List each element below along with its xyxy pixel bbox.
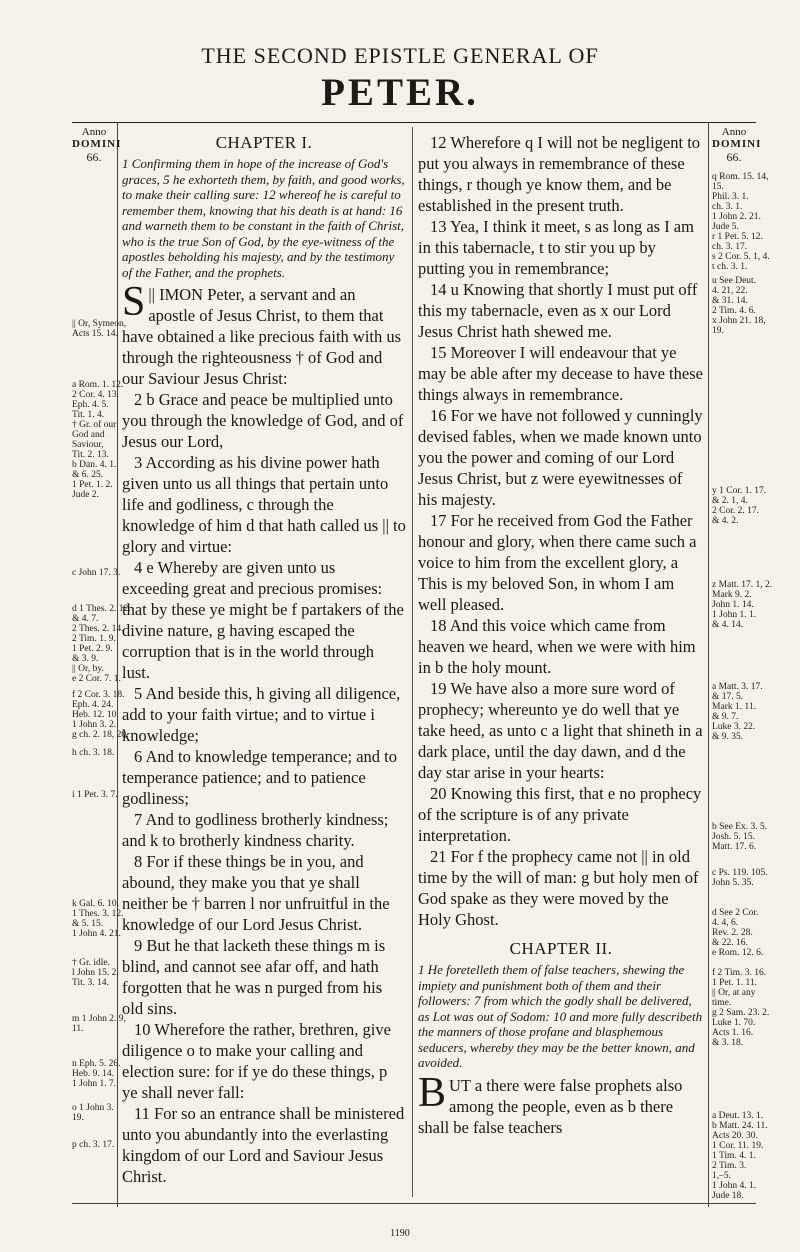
margin-note: i 1 Pet. 3. 7. [72,790,118,800]
anno-label: Anno [81,126,107,138]
verse: 10 Wherefore the rather, brethren, give diligence o to make your calling and election sure: for if ye do these things, p ye shall never fall: [122,1020,391,1102]
margin-note: u See Deut. 4. 21, 22. & 31. 14. 2 Tim. 4. 6. x John 21. 18, 19. [712,276,766,336]
verse: 7 And to godliness brotherly kindness; and k to brotherly kindness charity. [122,810,389,850]
verse: 19 We have also a more sure word of prophecy; whereunto ye do well that ye take heed, as unto c a light that shineth in a dark place, until the day dawn, and d the day star arise in your hearts: [418,679,703,782]
margin-note: f 2 Tim. 3. 16. 1 Pet. 1. 11. || Or, at any time. g 2 Sam. 23. 2. Luke 1. 70. Acts 1. 16. & 3. 18. [712,968,770,1048]
footer-rule [72,1203,756,1204]
verse: 18 And this voice which came from heaven we heard, when we were with him in b the holy mount. [418,616,696,677]
verse: 13 Yea, I think it meet, s as long as I am in this tabernacle, t to stir you up by putting you in remembrance; [418,217,694,278]
margin-note: || Or, Symeon, Acts 15. 14. [72,319,127,339]
page-header-title: THE SECOND EPISTLE GENERAL OF [201,43,599,68]
margin-note: z Matt. 17. 1, 2. Mark 9. 2. John 1. 14. 1 John 1. 1. & 4. 14. [712,580,773,630]
text-column-right [418,132,704,1138]
anno-label: Anno [721,126,747,138]
drop-cap: S [122,279,146,325]
verse-2-1 [418,1069,704,1138]
margin-note: † Gr. idle. l John 15. 2. Tit. 3. 14. [72,958,119,988]
verse: 17 For he received from God the Father honour and glory, when there came such a voice to him from the excellent glory, a This is my beloved Son, in whom I am well pleased. [418,511,697,614]
chapter-summary-2: 1 He foretelleth them of false teachers, shewing the impiety and punishment both of them and their followers: 7 from which the godly shall be delivered, as Lot was out of Sodom: 10 and more fully describeth the manners of those profane and blasphemous seducers, whereby they may be the better known, and avoided. [418,962,703,1070]
verse-text: UT a there were false prophets also among the people, even as b there shall be false teachers [418,1075,683,1137]
margin-note: b See Ex. 3. 5. Josh. 5. 15. Matt. 17. 6. [712,822,768,852]
margin-note: q Rom. 15. 14, 15. Phil. 3. 1. ch. 3. 1. 1 John 2. 21. Jude 5. r 1 Pet. 5. 12. ch. 3. 17. s 2 Cor. 5. 1, 4. t ch. 3. 1. [712,172,770,272]
verse: 2 b Grace and peace be multiplied unto you through the knowledge of God, and of Jesus our Lord, [122,390,404,451]
margin-note: o 1 John 3. 19. [72,1103,114,1123]
verse: 11 For so an entrance shall be ministered unto you abundantly into the everlasting kingdom of our Lord and Saviour Jesus Christ. [122,1104,405,1186]
margin-note: h ch. 3. 18. [72,748,115,758]
margin-note: d See 2 Cor. 4. 4, 6. Rev. 2. 28. & 22. 16. e Rom. 12. 6. [712,908,764,958]
chapter-summary: 1 Confirming them in hope of the increase of God's graces, 5 he exhorteth them, by faith, and good works, to make their calling sure: 12 whereof he is careful to remember them, knowing that his death is at hand: 16 and warneth them to be constant in the faith of Christ, who is the true Son of God, by the eye-witness of the apostles beholding his majesty, and by the testimony of the Father, and the prophets. [122,156,405,280]
margin-note: y 1 Cor. 1. 17. & 2. 1, 4. 2 Cor. 2. 17. & 4. 2. [712,486,767,526]
book-title: PETER. [321,71,479,114]
anno-domini: DOMINI [72,138,122,150]
verse: 4 e Whereby are given unto us exceeding great and precious promises: that by these ye might be f partakers of the divine nature, g having escaped the corruption that is in the world through lust. [122,558,404,682]
anno-year: 66. [86,150,102,164]
margin-note: k Gal. 6. 10. 1 Thes. 3. 12. & 5. 15. 1 John 4. 21. [72,899,124,939]
right-margin-divider [708,122,709,1207]
verse: 16 For we have not followed y cunningly devised fables, when we made known unto you the power and coming of our Lord Jesus Christ, but z were eyewitnesses of his majesty. [418,406,703,509]
anno-year: 66. [726,150,742,164]
column-divider [412,127,413,1197]
verse: 9 But he that lacketh these things m is blind, and cannot see afar off, and hath forgotten that he was n purged from his old sins. [122,936,386,1018]
margin-note: d 1 Thes. 2. 12. & 4. 7. 2 Thes. 2. 14. 2 Tim. 1. 9. 1 Pet. 2. 9. & 3. 9. || Or, by. e 2 Cor. 7. 1. [72,604,131,684]
anno-domini: DOMINI [712,138,762,150]
anno-domini-right [712,126,762,165]
verse: 14 u Knowing that shortly I must put off this my tabernacle, even as x our Lord Jesus Christ hath shewed me. [418,280,698,341]
margin-note: m 1 John 2. 9, 11. [72,1014,126,1034]
verse: 6 And to knowledge temperance; and to temperance patience; and to patience godliness; [122,747,398,808]
verse: 3 According as his divine power hath given unto us all things that pertain unto life and godliness, c through the knowledge of him d that hath called us || to glory and virtue: [122,453,406,556]
verse: 5 And beside this, h giving all diligence, add to your faith virtue; and to virtue i knowledge; [122,684,401,745]
drop-cap: B [418,1069,447,1116]
margin-note: c Ps. 119. 105. John 5. 35. [712,868,768,888]
margin-note: f 2 Cor. 3. 18. Eph. 4. 24. Heb. 12. 10. 1 John 3. 2. g ch. 2. 18, 20. [72,690,129,740]
text-column-left [122,132,406,1187]
chapter-heading: CHAPTER I. [215,133,313,152]
verse: 15 Moreover I will endeavour that ye may be able after my decease to have these things always in remembrance. [418,343,703,404]
margin-note: a Deut. 13. 1. b Matt. 24. 11. Acts 20. 30. 1 Cor. 11. 19. 1 Tim. 4. 1. 2 Tim. 3. 1,–5. 1 John 4. 1. Jude 18. [712,1111,768,1201]
margin-note: a Matt. 3. 17. & 17. 5. Mark 1. 11. & 9. 7. Luke 3. 22. & 9. 35. [712,682,763,742]
verse: 8 For if these things be in you, and abound, they make you that ye shall neither be † barren l nor unfruitful in the knowledge of our Lord Jesus Christ. [122,852,390,934]
chapter-heading-2: CHAPTER II. [509,939,613,958]
margin-note: c John 17. 3. [72,568,121,578]
margin-note: p ch. 3. 17. [72,1140,115,1150]
verse-text: || IMON Peter, a servant and an apostle of Jesus Christ, to them that have obtained a like precious faith with us through the righteousness † of God and our Saviour Jesus Christ: [122,285,402,388]
verse: 12 Wherefore q I will not be negligent to put you always in remembrance of these things, r though ye know them, and be established in the present truth. [418,133,701,215]
verse-1 [122,279,406,389]
anno-domini-left [72,126,122,165]
page-number: 1190 [390,1228,410,1239]
verse: 20 Knowing this first, that e no prophecy of the scripture is of any private interpretation. [418,784,702,845]
header-rule [72,122,756,123]
margin-note: a Rom. 1. 12. 2 Cor. 4. 13. Eph. 4. 5. Tit. 1. 4. † Gr. of our God and Saviour, Tit. 2. 13. b Dan. 4. 1. & 6. 25. 1 Pet. 1. 2. Jude 2. [72,380,124,500]
verse: 21 For f the prophecy came not || in old time by the will of man: g but holy men of God spake as they were moved by the Holy Ghost. [418,847,699,929]
margin-note: n Eph. 5. 26. Heb. 9. 14. 1 John 1. 7. [72,1059,121,1089]
